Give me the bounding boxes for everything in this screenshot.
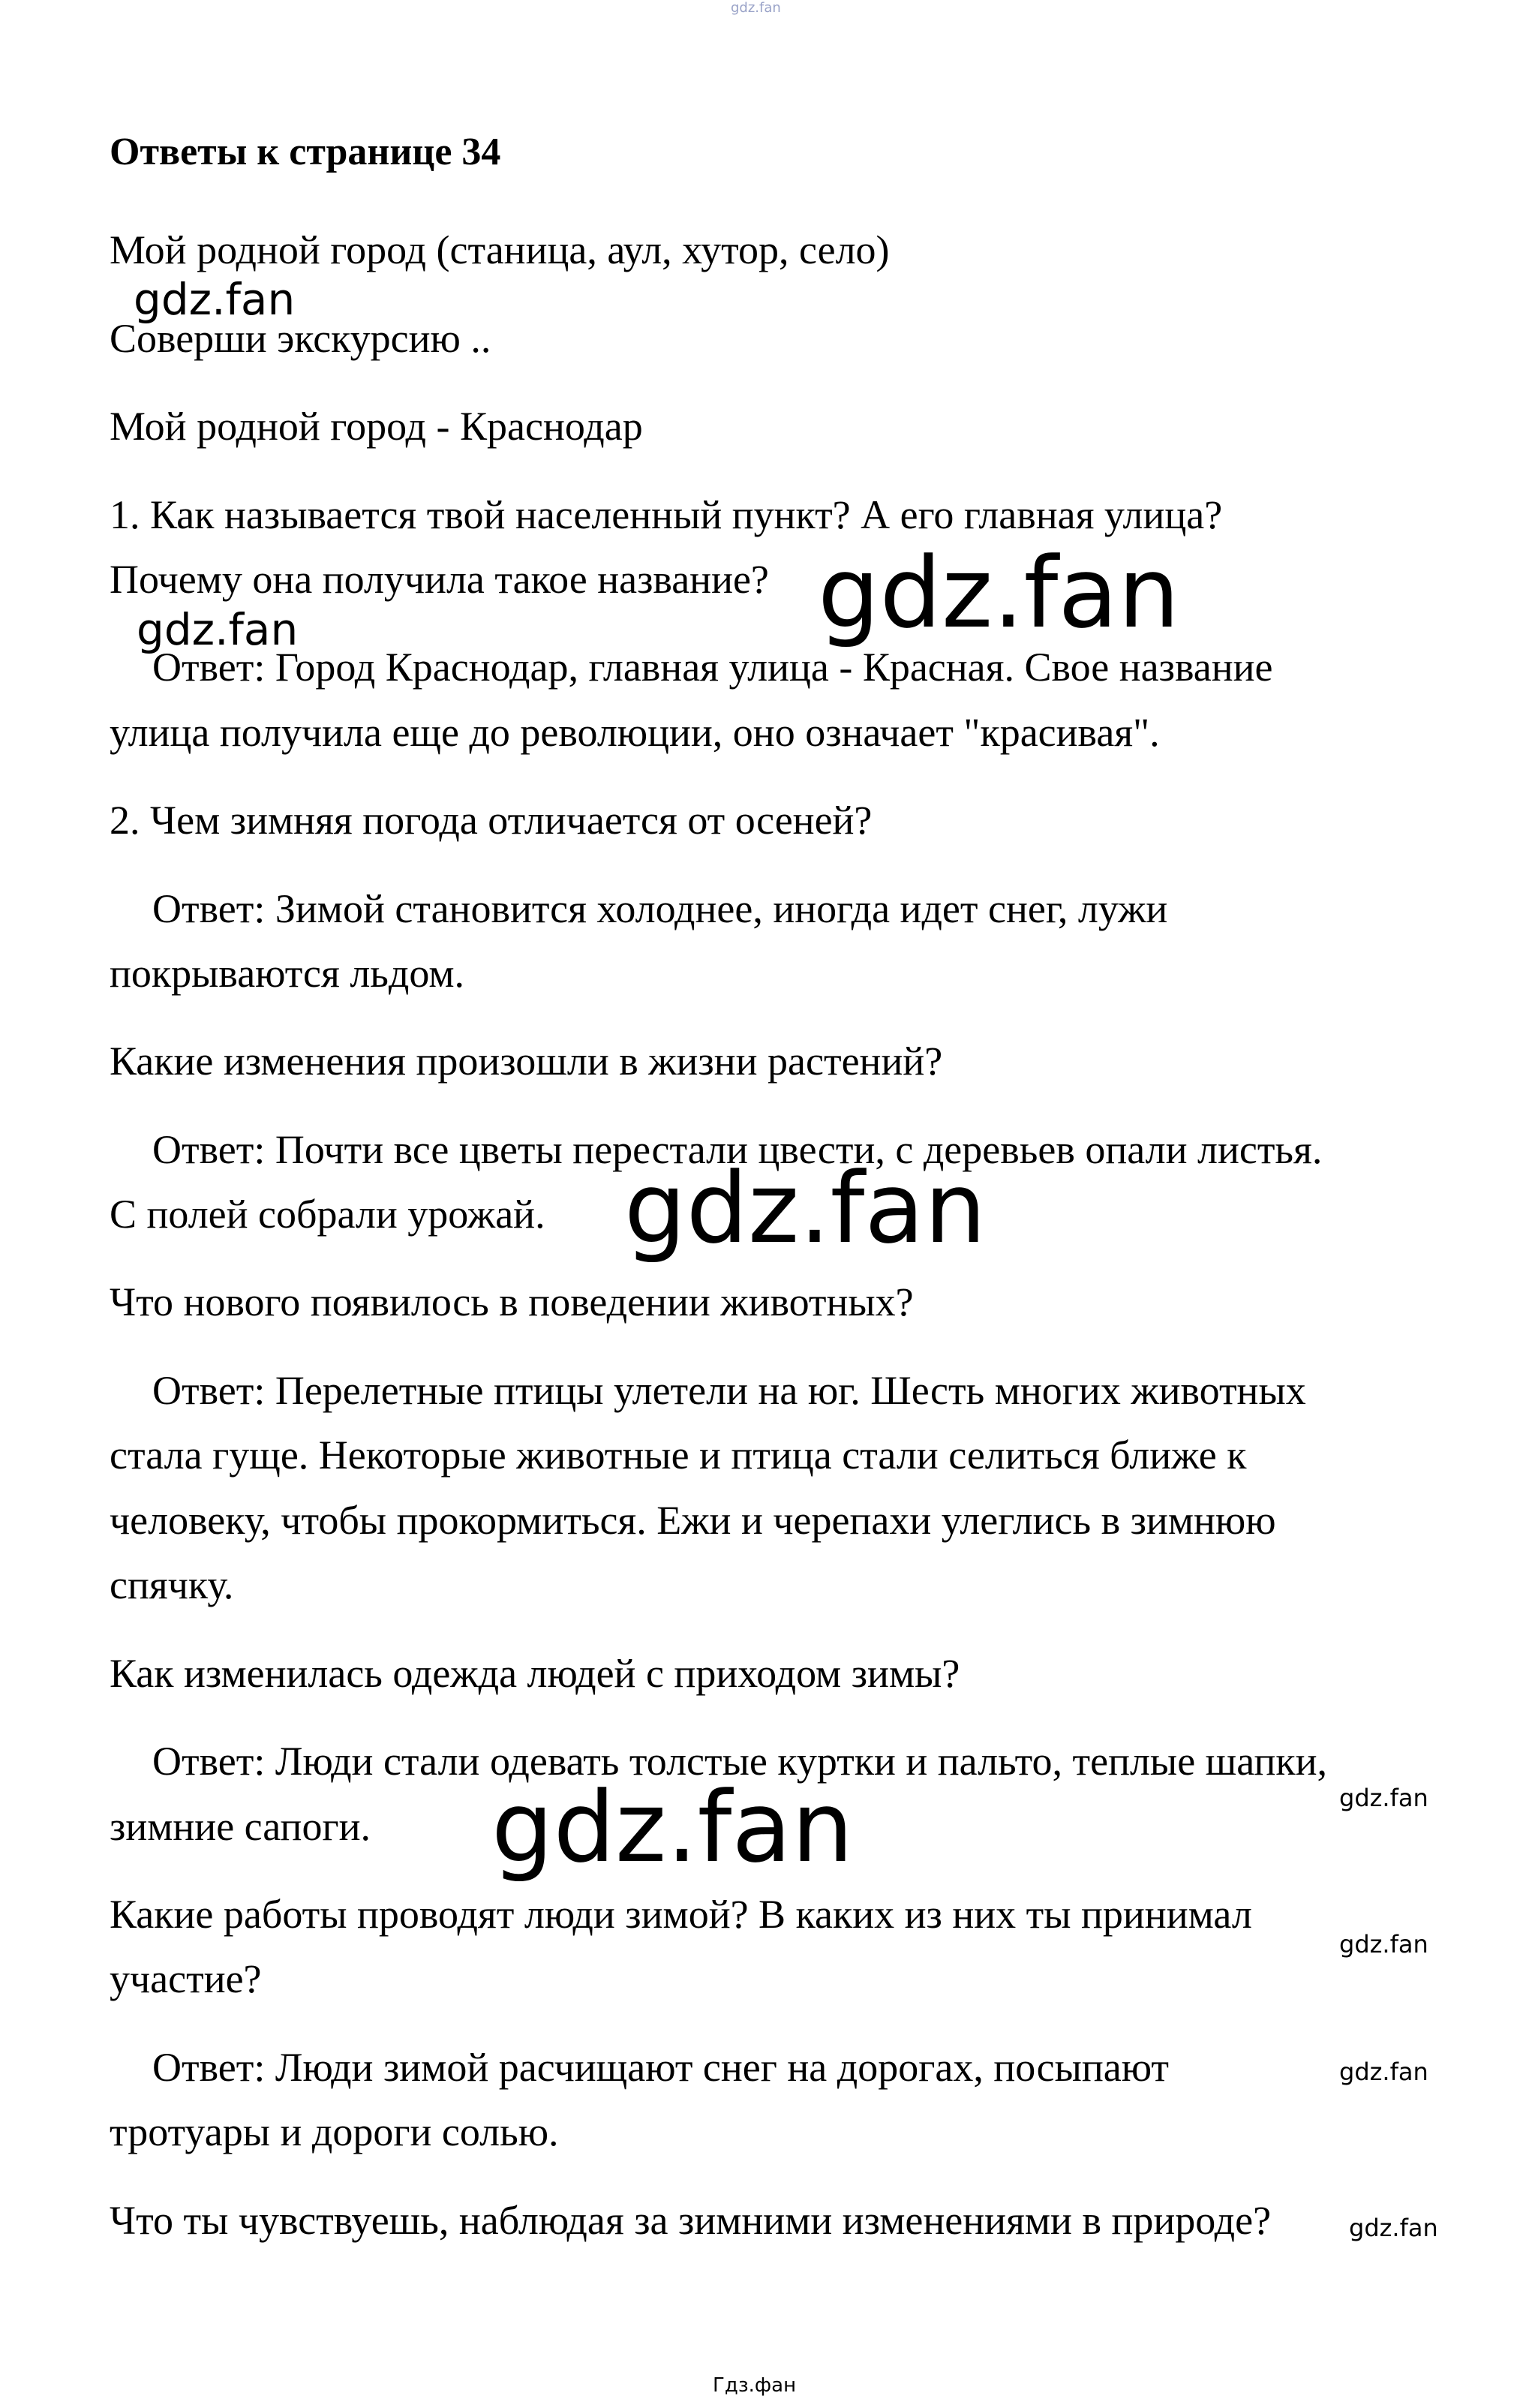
text-line: Мой родной город (станица, аул, хутор, село) bbox=[110, 227, 890, 272]
answer-line: зимние сапоги. bbox=[110, 1804, 371, 1849]
watermark: gdz.fan bbox=[624, 1151, 987, 1265]
text-line: Мой родной город - Краснодар bbox=[110, 404, 643, 449]
answer-line: Ответ: Люди зимой расчищают снег на дорогах, посыпают bbox=[152, 2045, 1169, 2090]
answer-line: человеку, чтобы прокормиться. Ежи и черепахи улеглись в зимнюю bbox=[110, 1498, 1276, 1543]
answer-line: спячку. bbox=[110, 1562, 234, 1607]
answer-line: тротуары и дороги солью. bbox=[110, 2109, 559, 2154]
question-line: Как изменилась одежда людей с приходом зимы? bbox=[110, 1651, 960, 1696]
answer-line: Ответ: Город Краснодар, главная улица - Красная. Свое название bbox=[152, 645, 1273, 690]
question-line: 2. Чем зимняя погода отличается от осеней? bbox=[110, 798, 873, 843]
watermark: gdz.fan bbox=[137, 604, 299, 655]
watermark: gdz.fan bbox=[1349, 2214, 1438, 2242]
top-watermark: gdz.fan bbox=[731, 0, 781, 16]
question-line: участие? bbox=[110, 1956, 262, 2001]
answer-line: Ответ: Почти все цветы перестали цвести, с деревьев опали листья. bbox=[152, 1127, 1323, 1172]
watermark: gdz.fan bbox=[818, 536, 1180, 650]
watermark: gdz.fan bbox=[1339, 2058, 1428, 2086]
watermark: gdz.fan bbox=[1339, 1930, 1428, 1959]
question-line: Почему она получила такое название? bbox=[110, 557, 769, 602]
question-line: Какие работы проводят люди зимой? В каких из них ты принимал bbox=[110, 1892, 1252, 1937]
answer-line: Ответ: Люди стали одевать толстые куртки и пальто, теплые шапки, bbox=[152, 1739, 1328, 1784]
watermark: gdz.fan bbox=[134, 274, 296, 325]
answer-line: стала гуще. Некоторые животные и птица стали селиться ближе к bbox=[110, 1432, 1247, 1478]
text-line: Соверши экскурсию .. bbox=[110, 316, 491, 361]
watermark: gdz.fan bbox=[491, 1770, 854, 1884]
answer-line: Ответ: Перелетные птицы улетели на юг. Шесть многих животных bbox=[152, 1368, 1306, 1413]
question-line: Какие изменения произошли в жизни растений? bbox=[110, 1039, 943, 1084]
question-line: Что ты чувствуешь, наблюдая за зимними изменениями в природе? bbox=[110, 2198, 1272, 2243]
answer-line: улица получила еще до революции, оно означает "красивая". bbox=[110, 710, 1160, 755]
question-line: Что нового появилось в поведении животных? bbox=[110, 1279, 914, 1324]
question-line: 1. Как называется твой населенный пункт? А его главная улица? bbox=[110, 492, 1223, 537]
footer-watermark: Гдз.фан bbox=[713, 2374, 797, 2397]
watermark: gdz.fan bbox=[1339, 1784, 1428, 1812]
page-title: Ответы к странице 34 bbox=[110, 131, 501, 173]
answer-line: Ответ: Зимой становится холоднее, иногда идет снег, лужи bbox=[152, 886, 1168, 931]
answer-line: С полей собрали урожай. bbox=[110, 1192, 545, 1237]
answer-line: покрываются льдом. bbox=[110, 951, 465, 996]
